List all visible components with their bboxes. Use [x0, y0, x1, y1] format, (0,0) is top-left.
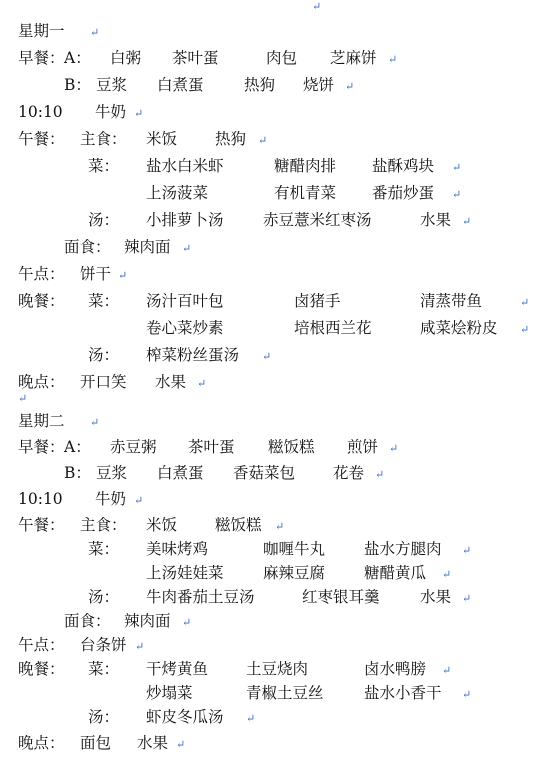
menu-item: 红枣银耳羹 [302, 588, 380, 606]
breakfast-label: 早餐： [18, 49, 65, 67]
dish-label: 菜： [88, 540, 120, 558]
menu-item: 热狗 [215, 130, 247, 148]
menu-item: 米饭 [146, 130, 178, 148]
evening-label: 晚点： [18, 373, 65, 391]
afternoon-label: 午点： [18, 636, 65, 654]
snack-time: 10:10 [18, 490, 63, 508]
paragraph-mark-icon: ↵ [134, 494, 144, 507]
menu-item: 炒塌菜 [146, 684, 193, 702]
menu-item: 牛奶 [95, 490, 127, 508]
menu-item: 干烤黄鱼 [146, 660, 209, 678]
menu-item: 番茄炒蛋 [372, 184, 435, 202]
paragraph-mark-icon: ↵ [90, 416, 100, 429]
menu-item: 赤豆粥 [110, 438, 157, 456]
menu-item: 盐水方腿肉 [364, 540, 442, 558]
menu-item: 培根西兰花 [294, 319, 372, 337]
menu-item: 水果 [137, 734, 169, 752]
menu-item: 小排萝卜汤 [146, 211, 224, 229]
menu-item: 豆浆 [96, 76, 128, 94]
breakfast-label: 早餐： [18, 438, 65, 456]
menu-item: 水果 [155, 373, 187, 391]
dish-label: 菜： [88, 660, 120, 678]
evening-label: 晚点： [18, 734, 65, 752]
paragraph-mark-icon: ↵ [520, 323, 530, 336]
paragraph-mark-icon: ↵ [182, 242, 192, 255]
paragraph-mark-icon: ↵ [135, 640, 145, 653]
menu-item: 辣肉面 [124, 612, 171, 630]
menu-item: 花卷 [333, 464, 365, 482]
noodle-label: 面食： [64, 238, 111, 256]
paragraph-mark-icon: ↵ [134, 107, 144, 120]
menu-item: 糖醋黄瓜 [364, 564, 427, 582]
menu-item: 芝麻饼 [330, 49, 377, 67]
menu-item: 白煮蛋 [157, 464, 204, 482]
paragraph-mark-icon: ↵ [462, 215, 472, 228]
menu-item: 盐酥鸡块 [372, 157, 435, 175]
menu-item: 虾皮冬瓜汤 [146, 708, 224, 726]
menu-item: 牛肉番茄土豆汤 [146, 588, 255, 606]
paragraph-mark-icon: ↵ [197, 377, 207, 390]
paragraph-mark-icon: ↵ [312, 0, 322, 13]
menu-item: 清蒸带鱼 [420, 292, 483, 310]
menu-item: 卷心菜炒素 [146, 319, 224, 337]
menu-item: 白煮蛋 [157, 76, 204, 94]
dish-label: 菜： [88, 292, 120, 310]
day-title: 星期二 [18, 412, 65, 430]
paragraph-mark-icon: ↵ [118, 269, 128, 282]
menu-item: 有机青菜 [274, 184, 337, 202]
menu-item: 汤汁百叶包 [146, 292, 224, 310]
menu-item: 开口笑 [80, 373, 127, 391]
paragraph-mark-icon: ↵ [275, 520, 285, 533]
menu-item: 台条饼 [80, 636, 127, 654]
menu-item: 豆浆 [96, 464, 128, 482]
option-a-label: A： [64, 49, 91, 67]
paragraph-mark-icon: ↵ [389, 442, 399, 455]
staple-label: 主食： [80, 130, 127, 148]
dinner-label: 晚餐： [18, 660, 65, 678]
menu-item: 肉包 [266, 49, 298, 67]
paragraph-mark-icon: ↵ [442, 664, 452, 677]
menu-item: 香菇菜包 [233, 464, 296, 482]
paragraph-mark-icon: ↵ [452, 161, 462, 174]
soup-label: 汤： [88, 588, 120, 606]
menu-item: 上汤娃娃菜 [146, 564, 224, 582]
menu-item: 煎饼 [347, 438, 379, 456]
menu-item: 咖喱牛丸 [263, 540, 326, 558]
dish-label: 菜： [88, 157, 120, 175]
menu-item: 水果 [420, 588, 452, 606]
paragraph-mark-icon: ↵ [258, 134, 268, 147]
day-title: 星期一 [18, 22, 65, 40]
menu-item: 米饭 [146, 516, 178, 534]
menu-item: 赤豆薏米红枣汤 [263, 211, 372, 229]
menu-item: 烧饼 [303, 76, 335, 94]
menu-item: 糍饭糕 [215, 516, 262, 534]
paragraph-mark-icon: ↵ [345, 80, 355, 93]
menu-item: 水果 [420, 211, 452, 229]
lunch-label: 午餐： [18, 516, 65, 534]
menu-item: 牛奶 [95, 103, 127, 121]
paragraph-mark-icon: ↵ [176, 738, 186, 751]
menu-item: 茶叶蛋 [172, 49, 219, 67]
menu-item: 辣肉面 [124, 238, 171, 256]
paragraph-mark-icon: ↵ [520, 296, 530, 309]
paragraph-mark-icon: ↵ [18, 392, 28, 405]
menu-item: 卤水鸭膀 [364, 660, 427, 678]
snack-time: 10:10 [18, 103, 63, 121]
paragraph-mark-icon: ↵ [90, 26, 100, 39]
paragraph-mark-icon: ↵ [182, 616, 192, 629]
soup-label: 汤： [88, 708, 120, 726]
paragraph-mark-icon: ↵ [452, 188, 462, 201]
menu-item: 糍饭糕 [268, 438, 315, 456]
dinner-label: 晚餐： [18, 292, 65, 310]
paragraph-mark-icon: ↵ [462, 544, 472, 557]
menu-item: 饼干 [80, 265, 112, 283]
menu-item: 白粥 [110, 49, 142, 67]
paragraph-mark-icon: ↵ [462, 688, 472, 701]
lunch-label: 午餐： [18, 130, 65, 148]
option-a-label: A： [64, 438, 91, 456]
paragraph-mark-icon: ↵ [388, 53, 398, 66]
menu-item: 咸菜烩粉皮 [420, 319, 498, 337]
option-b-label: B： [64, 76, 91, 94]
menu-item: 美味烤鸡 [146, 540, 209, 558]
menu-item: 榨菜粉丝蛋汤 [146, 346, 240, 364]
menu-item: 麻辣豆腐 [263, 564, 326, 582]
paragraph-mark-icon: ↵ [442, 568, 452, 581]
option-b-label: B： [64, 464, 91, 482]
menu-item: 茶叶蛋 [188, 438, 235, 456]
menu-item: 上汤菠菜 [146, 184, 209, 202]
menu-item: 面包 [80, 734, 112, 752]
soup-label: 汤： [88, 211, 120, 229]
afternoon-label: 午点： [18, 265, 65, 283]
paragraph-mark-icon: ↵ [262, 350, 272, 363]
menu-item: 糖醋肉排 [274, 157, 337, 175]
menu-item: 青椒土豆丝 [246, 684, 324, 702]
paragraph-mark-icon: ↵ [246, 712, 256, 725]
paragraph-mark-icon: ↵ [462, 592, 472, 605]
menu-item: 热狗 [244, 76, 276, 94]
staple-label: 主食： [80, 516, 127, 534]
soup-label: 汤： [88, 346, 120, 364]
noodle-label: 面食： [64, 612, 111, 630]
menu-item: 盐水小香干 [364, 684, 442, 702]
menu-item: 卤猪手 [294, 292, 341, 310]
paragraph-mark-icon: ↵ [375, 468, 385, 481]
menu-item: 土豆烧肉 [246, 660, 309, 678]
menu-item: 盐水白米虾 [146, 157, 224, 175]
